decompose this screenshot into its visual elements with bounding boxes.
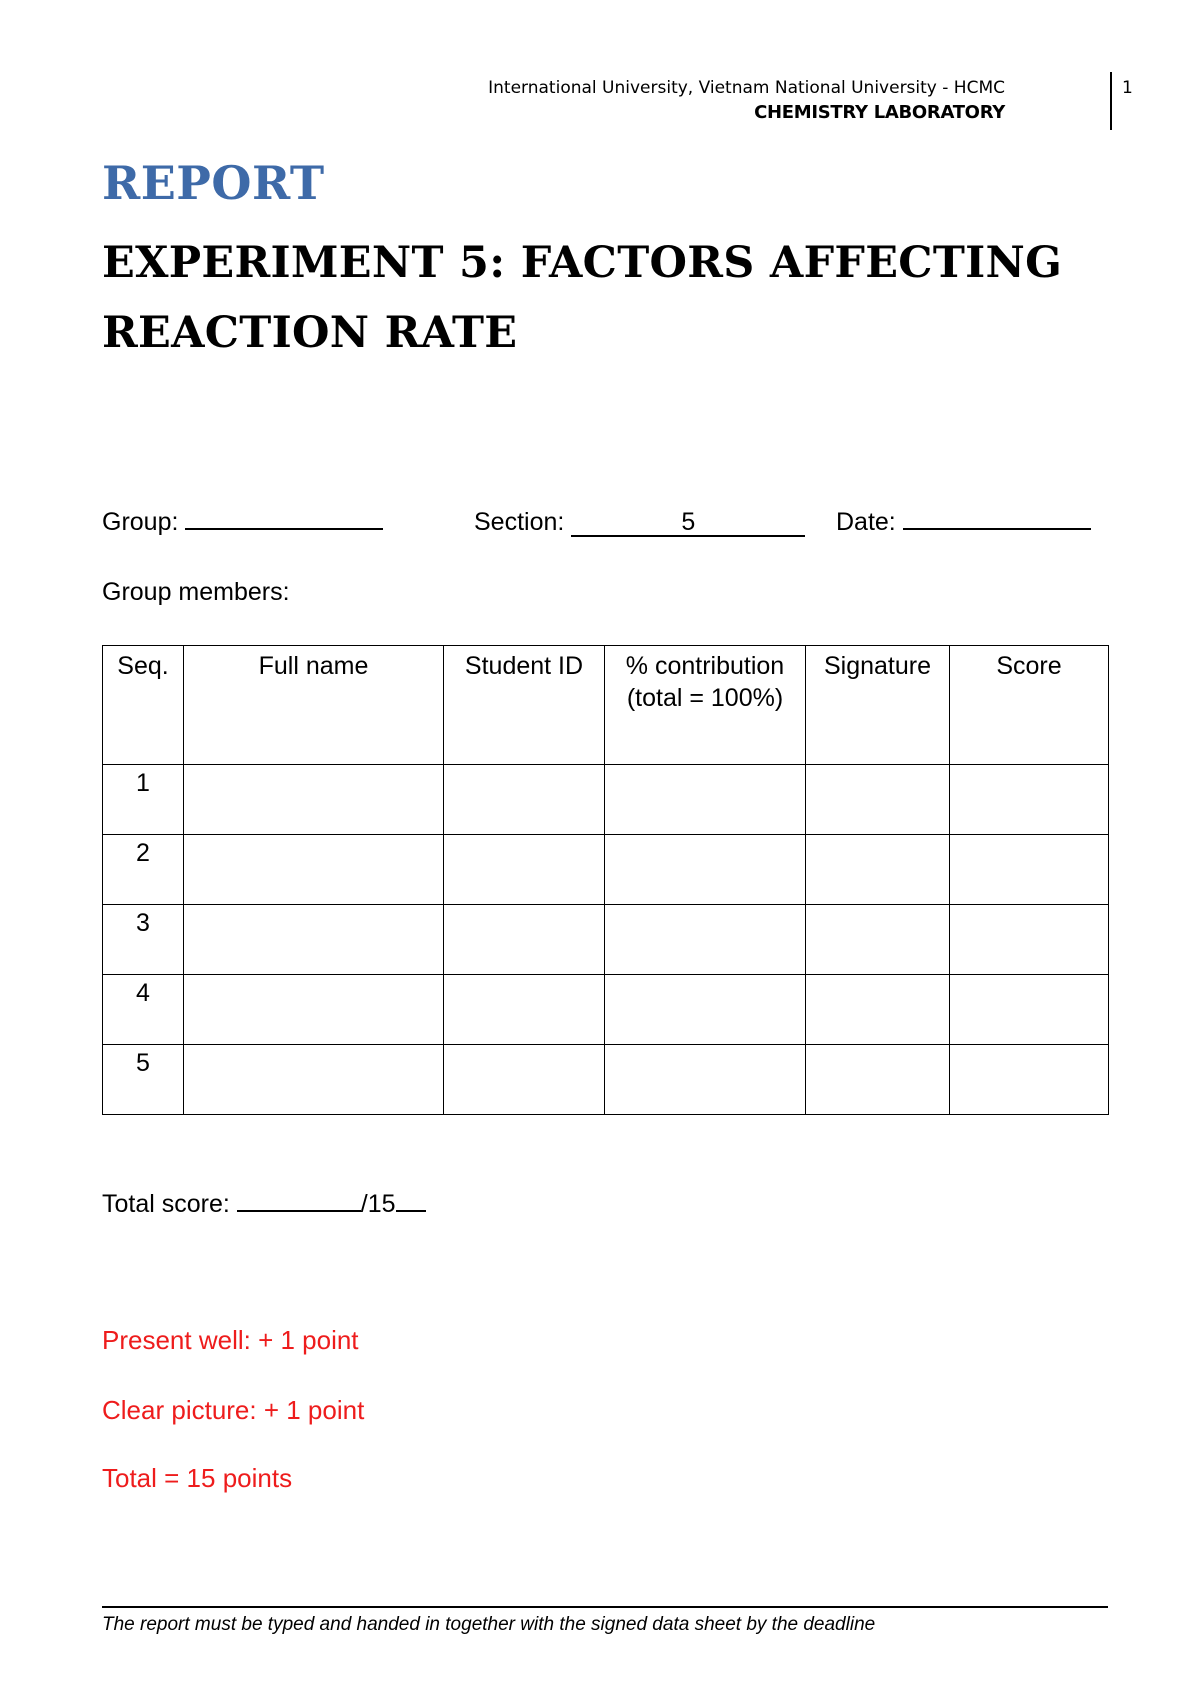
cell-signature[interactable] [806, 975, 950, 1045]
cell-id[interactable] [444, 1045, 605, 1115]
cell-name[interactable] [184, 835, 444, 905]
table-header-row [103, 646, 1109, 765]
cell-id[interactable] [444, 765, 605, 835]
col-seq-header: Seq. [103, 646, 184, 765]
group-label: Group: [102, 508, 179, 536]
note-total: Total = 15 points [102, 1463, 293, 1493]
cell-seq: 3 [103, 905, 184, 975]
col-name-header: Full name [184, 646, 444, 765]
total-score-field [102, 1190, 426, 1219]
total-score-label: Total score: [102, 1190, 230, 1218]
section-label: Section: [474, 508, 565, 536]
cell-score[interactable] [950, 765, 1109, 835]
cell-name[interactable] [184, 975, 444, 1045]
group-field [102, 508, 383, 537]
cell-contribution[interactable] [605, 975, 806, 1045]
date-input[interactable] [903, 528, 1091, 530]
table-row [103, 1045, 1109, 1115]
section-field [474, 508, 805, 537]
experiment-title: EXPERIMENT 5: FACTORS AFFECTING REACTION RATE [102, 238, 1063, 358]
members-table [102, 645, 1109, 1115]
cell-contribution[interactable] [605, 835, 806, 905]
table-row [103, 975, 1109, 1045]
cell-name[interactable] [184, 905, 444, 975]
cell-signature[interactable] [806, 765, 950, 835]
note-picture: Clear picture: + 1 point [102, 1395, 365, 1425]
header-divider [1110, 72, 1112, 130]
table-row [103, 835, 1109, 905]
cell-id[interactable] [444, 905, 605, 975]
cell-contribution[interactable] [605, 1045, 806, 1115]
cell-seq: 5 [103, 1045, 184, 1115]
page-number: 1 [1122, 78, 1133, 98]
group-input[interactable] [185, 528, 383, 530]
cell-signature[interactable] [806, 835, 950, 905]
cell-score[interactable] [950, 905, 1109, 975]
footer-divider [102, 1606, 1108, 1608]
section-input[interactable]: 5 [571, 510, 805, 537]
cell-signature[interactable] [806, 905, 950, 975]
header-institution: International University, Vietnam National University - HCMC [488, 78, 1005, 98]
cell-contribution[interactable] [605, 765, 806, 835]
total-score-trailing-blank [396, 1210, 426, 1212]
cell-id[interactable] [444, 975, 605, 1045]
total-score-input[interactable] [237, 1210, 361, 1212]
table-row [103, 905, 1109, 975]
col-contribution-header: % contribution (total = 100%) [605, 646, 806, 765]
cell-seq: 2 [103, 835, 184, 905]
cell-seq: 1 [103, 765, 184, 835]
col-signature-header: Signature [806, 646, 950, 765]
footer-note: The report must be typed and handed in together with the signed data sheet by the deadline [102, 1614, 876, 1635]
total-score-max: /15 [360, 1190, 396, 1218]
cell-score[interactable] [950, 835, 1109, 905]
cell-seq: 4 [103, 975, 184, 1045]
table-row [103, 765, 1109, 835]
cell-name[interactable] [184, 1045, 444, 1115]
report-title: REPORT [102, 156, 325, 210]
members-label: Group members: [102, 578, 290, 606]
cell-name[interactable] [184, 765, 444, 835]
cell-id[interactable] [444, 835, 605, 905]
header-lab: CHEMISTRY LABORATORY [754, 102, 1005, 123]
date-field [836, 508, 1091, 537]
cell-score[interactable] [950, 975, 1109, 1045]
cell-signature[interactable] [806, 1045, 950, 1115]
note-present: Present well: + 1 point [102, 1325, 359, 1355]
col-id-header: Student ID [444, 646, 605, 765]
col-score-header: Score [950, 646, 1109, 765]
cell-contribution[interactable] [605, 905, 806, 975]
date-label: Date: [836, 508, 896, 536]
cell-score[interactable] [950, 1045, 1109, 1115]
